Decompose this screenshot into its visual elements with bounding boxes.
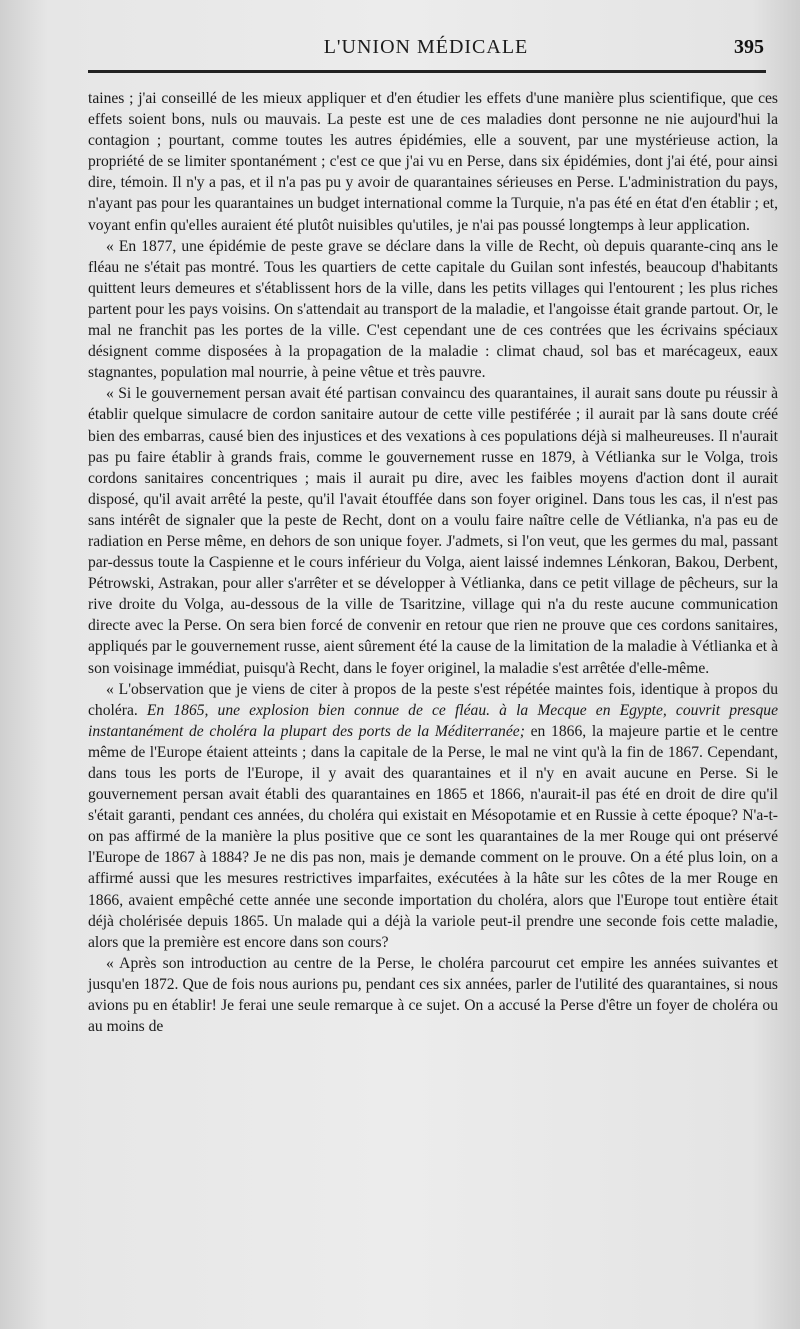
paragraph: [88, 88, 778, 236]
paragraph: [88, 679, 778, 953]
running-title: L'UNION MÉDICALE: [323, 36, 529, 58]
text-segment: « En 1877, une épidémie de peste grave se déclare dans la ville de Recht, où depuis quarante-cinq ans le fléau ne s'était pas montré. Tous les quartiers de cette capitale du Guilan sont infestés, beaucoup d'habitants quittent leurs demeures et s'établissent hors de la ville, dans les petits villages qui l'entourent ; les plus riches partent pour les pays voisins. On s'attendait au transport de la maladie, et l'angoisse était grande partout. Or, le mal ne franchit pas les portes de la ville. C'est cependant une de ces contrées que les écrivains spéciaux désignent comme disposées à la propagation de la maladie : climat chaud, sol bas et marécageux, eaux stagnantes, population mal nourrie, à peine vêtue et très pauvre.: [88, 237, 778, 382]
article-body: [88, 88, 778, 1037]
page-number: 395: [734, 36, 764, 58]
header-rule: [88, 70, 766, 73]
page-header: [88, 30, 764, 64]
text-segment: en 1866, la majeure partie et le centre même de l'Europe étaient atteints ; dans la capitale de la Perse, le mal ne vint qu'à la fin de 1867. Cependant, dans tous les ports de l'Europe, il y avait des quarantaines et il n'y en avait aucune en Perse. Si le gouvernement persan avait établi des quarantaines en 1865 et 1866, n'aurait-il pas été en droit de dire qu'il s'était garanti, pendant ces années, du choléra qui existait en Mésopotamie et en Russie à cette époque? N'a-t-on pas affirmé de la manière la plus positive que ce sont les quarantaines de la mer Rouge qui ont préservé l'Europe de 1867 à 1884? Je ne dis pas non, mais je demande comment on le prouve. On a été plus loin, on a affirmé aussi que les mesures restrictives imparfaites, exécutées à la hâte sur les côtes de la mer Rouge en 1866, avaient empêché cette année une seconde importation du choléra, alors que l'Europe tout entière était déjà cholérisée depuis 1865. Un malade qui a déjà la variole peut-il prendre une seconde fois cette maladie, alors que la première est encore dans son cours?: [88, 722, 779, 951]
text-segment: « Si le gouvernement persan avait été partisan convaincu des quarantaines, il aurait sans doute pu réussir à établir quelque simulacre de cordon sanitaire autour de cette ville pestiférée ; il aurait par là sans doute créé bien des embarras, causé bien des injustices et des vexations à ces populations déjà si malheureuses. Il n'aurait pas pu faire établir à grands frais, comme le gouvernement russe en 1879, à Vétlianka sur le Volga, trois cordons sanitaires concentriques ; mais il aurait pu dire, avec les faibles moyens d'action dont il aurait disposé, qu'il avait arrêté la peste, qu'il l'avait étouffée dans son foyer originel. Dans tous les cas, il n'est pas sans intérêt de signaler que la peste de Recht, dont on a voulu faire naître celle de Vétlianka, n'a pas eu de radiation en Perse même, en dehors de son unique foyer. J'admets, si l'on veut, que les germes du mal, passant par-dessus toute la Caspienne et le cours inférieur du Volga, aient laissé indemnes Lénkoran, Bakou, Derbent, Pétrowski, Astrakan, pour aller s'arrêter et se développer à Vétlianka, dans ce petit village de pêcheurs, sur la rive droite du Volga, au-dessous de la ville de Tsaritzine, village qui n'a du reste aucune communication directe avec la Perse. On sera bien forcé de convenir en retour que rien ne prouve que ces cordons sanitaires, appliqués par le gouvernement russe, aient sûrement été la cause de la limitation de la maladie à Vétlianka et à son voisinage immédiat, puisqu'à Recht, dans le foyer originel, la maladie s'est arrêtée d'elle-même.: [88, 385, 778, 677]
paragraph: [88, 953, 778, 1037]
italic-text-segment: En 1865, une explosion bien connue de ce fléau. à la Mecque en Egypte, couvrit presque instantanément de choléra la plupart des ports de la Méditerranée;: [88, 701, 778, 740]
text-segment: taines ; j'ai conseillé de les mieux appliquer et d'en étudier les effets d'une manière plus scientifique, que ces effets soient bons, nuls ou mauvais. La peste est une de ces maladies dont personne ne nie aujourd'hui la contagion ; pourtant, comme toutes les autres épidémies, elle a souvent, par une mystérieuse action, la propriété de se limiter spontanément ; c'est ce que j'ai vu en Perse, dans six épidémies, dont j'ai été, pour ainsi dire, témoin. Il n'y a pas, et il n'a pas pu y avoir de quarantaines sérieuses en Perse. L'administration du pays, n'ayant pas pour les quarantaines un budget international comme la Turquie, n'a pas été en état d'en établir ; et, voyant enfin qu'elles auraient été plutôt nuisibles qu'utiles, je n'ai pas poussé longtemps à leur application.: [88, 90, 778, 234]
paragraph: [88, 236, 778, 384]
text-segment: « L'observation que je viens de citer à propos de la peste s'est répétée maintes fois, identique à propos du choléra.: [88, 680, 778, 719]
paragraph: [88, 383, 778, 678]
text-segment: « Après son introduction au centre de la Perse, le choléra parcourut cet empire les années suivantes et jusqu'en 1872. Que de fois nous aurions pu, pendant ces six années, parler de l'utilité des quarantaines, si nous avions pu en établir! Je ferai une seule remarque à ce sujet. On a accusé la Perse d'être un foyer de choléra ou au moins de: [88, 954, 778, 1036]
